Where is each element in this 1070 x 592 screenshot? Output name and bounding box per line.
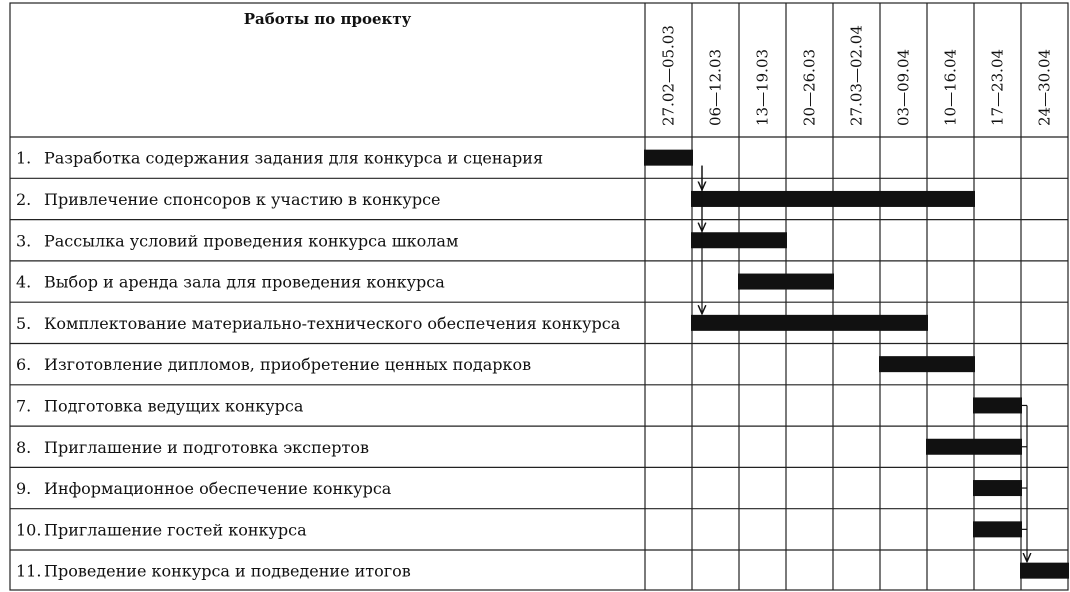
task-name: Разработка содержания задания для конкурса и сценария xyxy=(44,148,544,168)
task-rows xyxy=(16,149,621,581)
task-number: 3. xyxy=(16,231,32,251)
week-label: 06—12.03 xyxy=(706,48,725,126)
task-number: 8. xyxy=(16,437,32,457)
task-bar xyxy=(691,191,975,207)
task-name: Проведение конкурса и подведение итогов xyxy=(44,561,411,581)
week-label: 10—16.04 xyxy=(941,48,960,126)
task-number: 10. xyxy=(16,520,42,540)
task-bar xyxy=(973,521,1022,537)
task-name: Приглашение гостей конкурса xyxy=(44,520,307,540)
task-bar xyxy=(973,480,1022,496)
task-bar xyxy=(879,356,975,372)
task-name: Привлечение спонсоров к участию в конкурсе xyxy=(44,189,441,209)
task-bar xyxy=(973,397,1022,413)
task-bar xyxy=(738,274,834,290)
task-bar xyxy=(644,150,693,166)
task-bar xyxy=(1020,563,1069,579)
task-bar xyxy=(926,439,1022,455)
week-label: 27.02—05.03 xyxy=(659,25,678,126)
week-label: 24—30.04 xyxy=(1035,48,1054,126)
task-bar xyxy=(691,232,787,248)
task-number: 9. xyxy=(16,479,32,499)
task-name: Подготовка ведущих конкурса xyxy=(44,396,304,416)
week-label: 20—26.03 xyxy=(800,48,819,126)
task-name: Комплектование материально-технического обеспечения конкурса xyxy=(44,313,621,333)
task-bars xyxy=(644,150,1069,579)
week-label: 27.03—02.04 xyxy=(847,25,866,126)
task-number: 6. xyxy=(16,355,32,375)
task-name: Информационное обеспечение конкурса xyxy=(44,479,392,499)
task-bar xyxy=(691,315,928,331)
week-label: 17—23.04 xyxy=(988,48,1007,126)
week-labels xyxy=(660,25,1054,126)
task-name: Выбор и аренда зала для проведения конкурса xyxy=(44,272,445,292)
task-name: Рассылка условий проведения конкурса школам xyxy=(44,231,459,251)
header-label: Работы по проекту xyxy=(243,10,412,28)
task-number: 5. xyxy=(16,313,32,333)
task-number: 2. xyxy=(16,189,32,209)
week-label: 13—19.03 xyxy=(753,48,772,126)
week-label: 03—09.04 xyxy=(894,48,913,126)
task-number: 11. xyxy=(16,561,42,581)
task-name: Изготовление дипломов, приобретение ценных подарков xyxy=(44,355,532,375)
task-number: 7. xyxy=(16,396,32,416)
dependency-arrows xyxy=(702,166,1027,562)
task-number: 4. xyxy=(16,272,32,292)
task-name: Приглашение и подготовка экспертов xyxy=(44,437,369,457)
task-number: 1. xyxy=(16,148,32,168)
